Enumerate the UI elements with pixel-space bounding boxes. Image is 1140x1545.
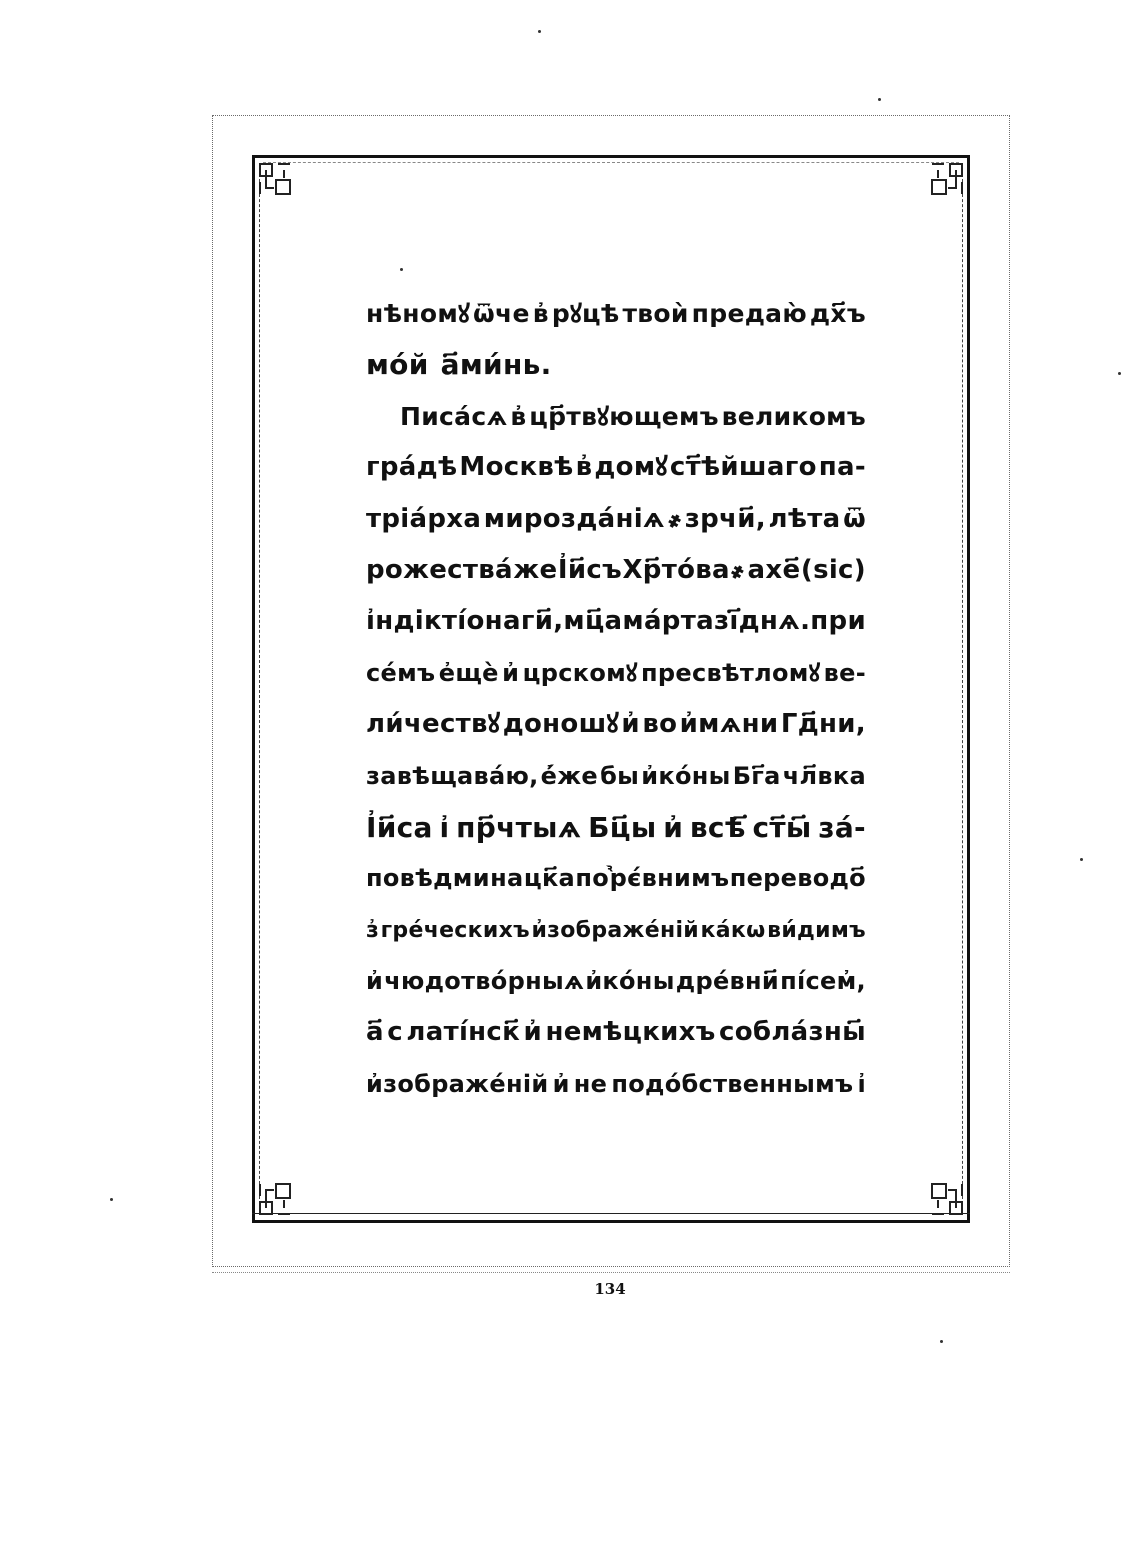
word: е҆щѐ	[438, 658, 499, 687]
corner-ornament-icon	[928, 160, 966, 198]
word: е҆́же	[540, 761, 598, 790]
word: Москвѣ	[459, 452, 574, 483]
word: ст҃ы҃	[752, 810, 812, 844]
word: (sic)	[800, 554, 866, 585]
corner-ornament-icon	[928, 1180, 966, 1218]
text-line	[366, 699, 866, 750]
text-line	[366, 1059, 866, 1110]
scan-speck	[1080, 858, 1083, 861]
word: ҂зрчи҃,	[667, 503, 766, 534]
bottom-rule	[252, 1213, 970, 1214]
text-line	[366, 905, 866, 956]
text-line	[366, 956, 866, 1007]
text-line	[366, 545, 866, 596]
word: домꙋ	[594, 452, 668, 483]
text-line	[366, 288, 866, 339]
word: лѣта	[768, 503, 841, 534]
word: Писа́сѧ	[400, 401, 508, 431]
word: бы	[600, 761, 640, 790]
word: предаю̀	[691, 299, 807, 328]
word: па-	[818, 452, 866, 483]
text-line	[366, 648, 866, 699]
word: пі́сем҆,	[780, 967, 866, 996]
word: во	[642, 709, 678, 740]
word: и҆ко́ны	[641, 761, 731, 790]
corner-ornament-icon	[256, 1180, 294, 1218]
word: не	[573, 1069, 608, 1098]
word: и҆зображе́ній	[366, 1069, 549, 1098]
frame-baseline	[212, 1272, 1010, 1273]
word: Гд҃ни,	[780, 709, 866, 740]
word: великомъ	[721, 401, 866, 431]
word: ги҃,	[520, 606, 564, 637]
word: зі҃	[713, 606, 739, 637]
word: нѣномꙋ	[366, 299, 471, 328]
text-line	[366, 442, 866, 493]
word: гре́ческихъ	[380, 917, 530, 943]
text-line	[366, 802, 866, 853]
word: немѣцкихъ	[545, 1017, 716, 1048]
word: з҆	[366, 917, 380, 943]
page-number: 134	[594, 1280, 626, 1298]
word: в҆	[532, 299, 549, 328]
word: І҆и҃съ	[557, 554, 622, 585]
word: доношꙋ	[502, 709, 619, 740]
word: гра́дѣ	[366, 452, 458, 483]
word: і҆ндікті́она	[366, 606, 521, 637]
word: ка́кѡ	[700, 917, 766, 943]
word: в҆	[510, 401, 527, 431]
word: Хр҃то́ва	[622, 554, 730, 585]
word: і҆	[857, 1069, 866, 1098]
word: за́-	[818, 810, 866, 844]
word: Бг҃а	[732, 761, 781, 790]
word: ҂ахе҃	[730, 554, 801, 585]
word: и҆зображе́ній	[531, 917, 700, 943]
word: мирозда́ніѧ	[483, 503, 665, 534]
word: переводо҃	[729, 864, 866, 893]
word: ви́димъ	[767, 917, 866, 943]
word: и҆	[663, 810, 684, 844]
word: днѧ.	[738, 606, 811, 637]
word: ѿ	[843, 503, 866, 534]
word: а҃	[366, 1017, 384, 1048]
word: рꙋцѣ	[551, 299, 620, 328]
word: і҆	[439, 810, 450, 844]
word: в҆	[575, 452, 593, 483]
scan-speck	[878, 98, 881, 101]
word: ве-	[823, 658, 866, 687]
word: ма́рта	[622, 606, 714, 637]
word: мц҃а	[563, 606, 623, 637]
word: при	[810, 606, 866, 637]
word: чл҃вка	[782, 761, 866, 790]
word: а҃ми́нь.	[440, 348, 552, 382]
word: и҆	[621, 709, 640, 740]
text-line	[366, 391, 866, 442]
word: пр҃чтыѧ	[456, 810, 582, 844]
body-text	[366, 288, 866, 1110]
word: и҆	[502, 658, 520, 687]
word: же	[513, 554, 558, 585]
word: Бц҃ы	[588, 810, 657, 844]
word: повѣдми	[366, 864, 490, 893]
text-line	[366, 1007, 866, 1058]
word: и҆ко́ны	[585, 967, 675, 996]
scan-speck	[1118, 372, 1121, 375]
word: мо́й	[366, 348, 429, 382]
word: цк҃а	[523, 864, 576, 893]
word: тріа́рха	[366, 503, 482, 534]
word: на	[490, 864, 524, 893]
text-line	[366, 853, 866, 904]
word: І҆и҃са	[366, 810, 433, 844]
word: црскомꙋ	[522, 658, 638, 687]
text-line	[366, 494, 866, 545]
word: ѿче	[473, 299, 530, 328]
scan-speck	[110, 1198, 113, 1201]
word: и҆	[552, 1069, 570, 1098]
word: подо́бственнымъ	[611, 1069, 854, 1098]
word: пресвѣтломꙋ	[641, 658, 821, 687]
word: по	[575, 864, 610, 893]
word: цр҃твꙋющемъ	[529, 401, 719, 431]
text-line	[366, 596, 866, 647]
word: рожества́	[366, 554, 513, 585]
word: латі́нск҃	[406, 1017, 521, 1048]
word: завѣщава́ю,	[366, 761, 539, 790]
word: ст҃ѣйшаго	[669, 452, 817, 483]
word: собла́зны҃	[718, 1017, 866, 1048]
word: и҆мѧни	[679, 709, 779, 740]
word: и҆	[523, 1017, 543, 1048]
word: всѣ҃	[689, 810, 746, 844]
word: чюдотво́рныѧ	[384, 967, 585, 996]
scan-speck	[538, 30, 541, 33]
word: дре́вни҃	[675, 967, 780, 996]
corner-ornament-icon	[256, 160, 294, 198]
text-line	[366, 751, 866, 802]
scan-speck	[400, 268, 403, 271]
scan-speck	[940, 1340, 943, 1343]
word: се́мъ	[366, 658, 436, 687]
word: и҆	[366, 967, 384, 996]
word: ли́чествꙋ	[366, 709, 501, 740]
text-line	[366, 339, 866, 390]
word: твоѝ	[622, 299, 689, 328]
word: дх҃ъ	[809, 299, 866, 328]
word: с	[387, 1017, 403, 1048]
word: ᷣрє́внимъ	[609, 864, 730, 893]
